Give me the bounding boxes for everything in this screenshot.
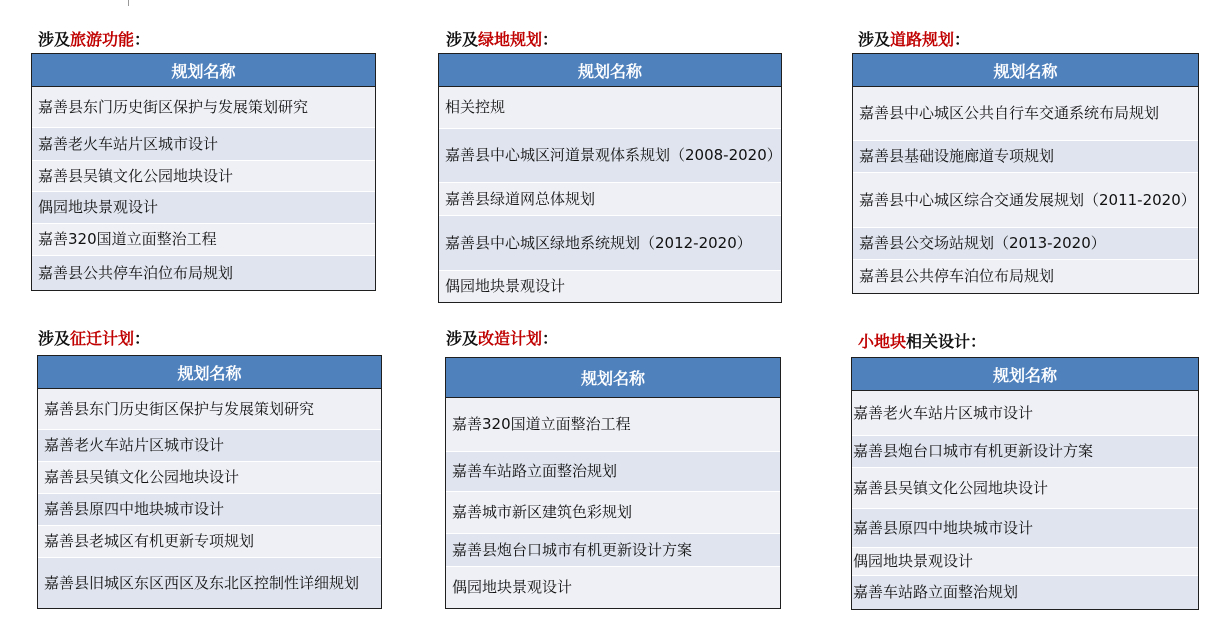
table-row: 嘉善县公交场站规划（2013-2020） — [853, 228, 1198, 260]
table-row: 相关控规 — [439, 87, 781, 129]
table-row: 嘉善县中心城区绿地系统规划（2012-2020） — [439, 216, 781, 271]
table-row: 嘉善老火车站片区城市设计 — [38, 430, 381, 462]
table-roads — [852, 53, 1199, 294]
table-row: 嘉善车站路立面整治规划 — [852, 576, 1198, 609]
table-small-plot — [851, 357, 1199, 610]
table-row: 嘉善老火车站片区城市设计 — [852, 391, 1198, 436]
table-row: 偶园地块景观设计 — [446, 567, 780, 608]
table-header: 规划名称 — [853, 54, 1198, 87]
table-row: 嘉善县炮台口城市有机更新设计方案 — [446, 534, 780, 567]
table-row: 嘉善县旧城区东区西区及东北区控制性详细规划 — [38, 558, 381, 608]
group-title-greenland: 涉及绿地规划： — [446, 30, 559, 49]
table-header: 规划名称 — [446, 358, 780, 398]
table-row: 嘉善县公共停车泊位布局规划 — [853, 260, 1198, 293]
table-header: 规划名称 — [439, 54, 781, 87]
group-title-roads: 涉及道路规划： — [858, 30, 971, 49]
table-row: 嘉善县原四中地块城市设计 — [38, 494, 381, 526]
table-header: 规划名称 — [852, 358, 1198, 391]
table-row: 嘉善县中心城区综合交通发展规划（2011-2020） — [853, 173, 1198, 228]
table-row: 嘉善320国道立面整治工程 — [32, 224, 375, 256]
table-greenland — [438, 53, 782, 303]
table-row: 嘉善县原四中地块城市设计 — [852, 509, 1198, 548]
table-row: 偶园地块景观设计 — [439, 271, 781, 302]
top-divider — [128, 0, 129, 6]
table-header: 规划名称 — [32, 54, 375, 87]
table-row: 嘉善县东门历史街区保护与发展策划研究 — [32, 87, 375, 128]
table-tourism — [31, 53, 376, 291]
table-row: 嘉善老火车站片区城市设计 — [32, 128, 375, 161]
table-row: 嘉善县公共停车泊位布局规划 — [32, 256, 375, 290]
table-row: 嘉善县炮台口城市有机更新设计方案 — [852, 436, 1198, 468]
table-row: 嘉善车站路立面整治规划 — [446, 452, 780, 492]
group-title-relocation: 涉及征迁计划： — [38, 329, 151, 348]
group-title-tourism: 涉及旅游功能： — [38, 30, 151, 49]
table-row: 嘉善县中心城区河道景观体系规划（2008-2020） — [439, 129, 781, 183]
table-row: 嘉善城市新区建筑色彩规划 — [446, 492, 780, 534]
table-row: 偶园地块景观设计 — [852, 548, 1198, 576]
table-relocation — [37, 355, 382, 609]
table-row: 嘉善县绿道网总体规划 — [439, 183, 781, 216]
table-row: 偶园地块景观设计 — [32, 192, 375, 224]
table-row: 嘉善县中心城区公共自行车交通系统布局规划 — [853, 87, 1198, 141]
table-header: 规划名称 — [38, 356, 381, 389]
table-row: 嘉善县吴镇文化公园地块设计 — [32, 161, 375, 192]
table-row: 嘉善县老城区有机更新专项规划 — [38, 526, 381, 558]
table-row: 嘉善县基础设施廊道专项规划 — [853, 141, 1198, 173]
table-row: 嘉善县东门历史街区保护与发展策划研究 — [38, 389, 381, 430]
table-row: 嘉善320国道立面整治工程 — [446, 398, 780, 452]
table-row: 嘉善县吴镇文化公园地块设计 — [852, 468, 1198, 509]
table-row: 嘉善县吴镇文化公园地块设计 — [38, 462, 381, 494]
table-renovation — [445, 357, 781, 609]
group-title-renovation: 涉及改造计划： — [446, 329, 559, 348]
group-title-small-plot: 小地块相关设计： — [858, 332, 987, 351]
